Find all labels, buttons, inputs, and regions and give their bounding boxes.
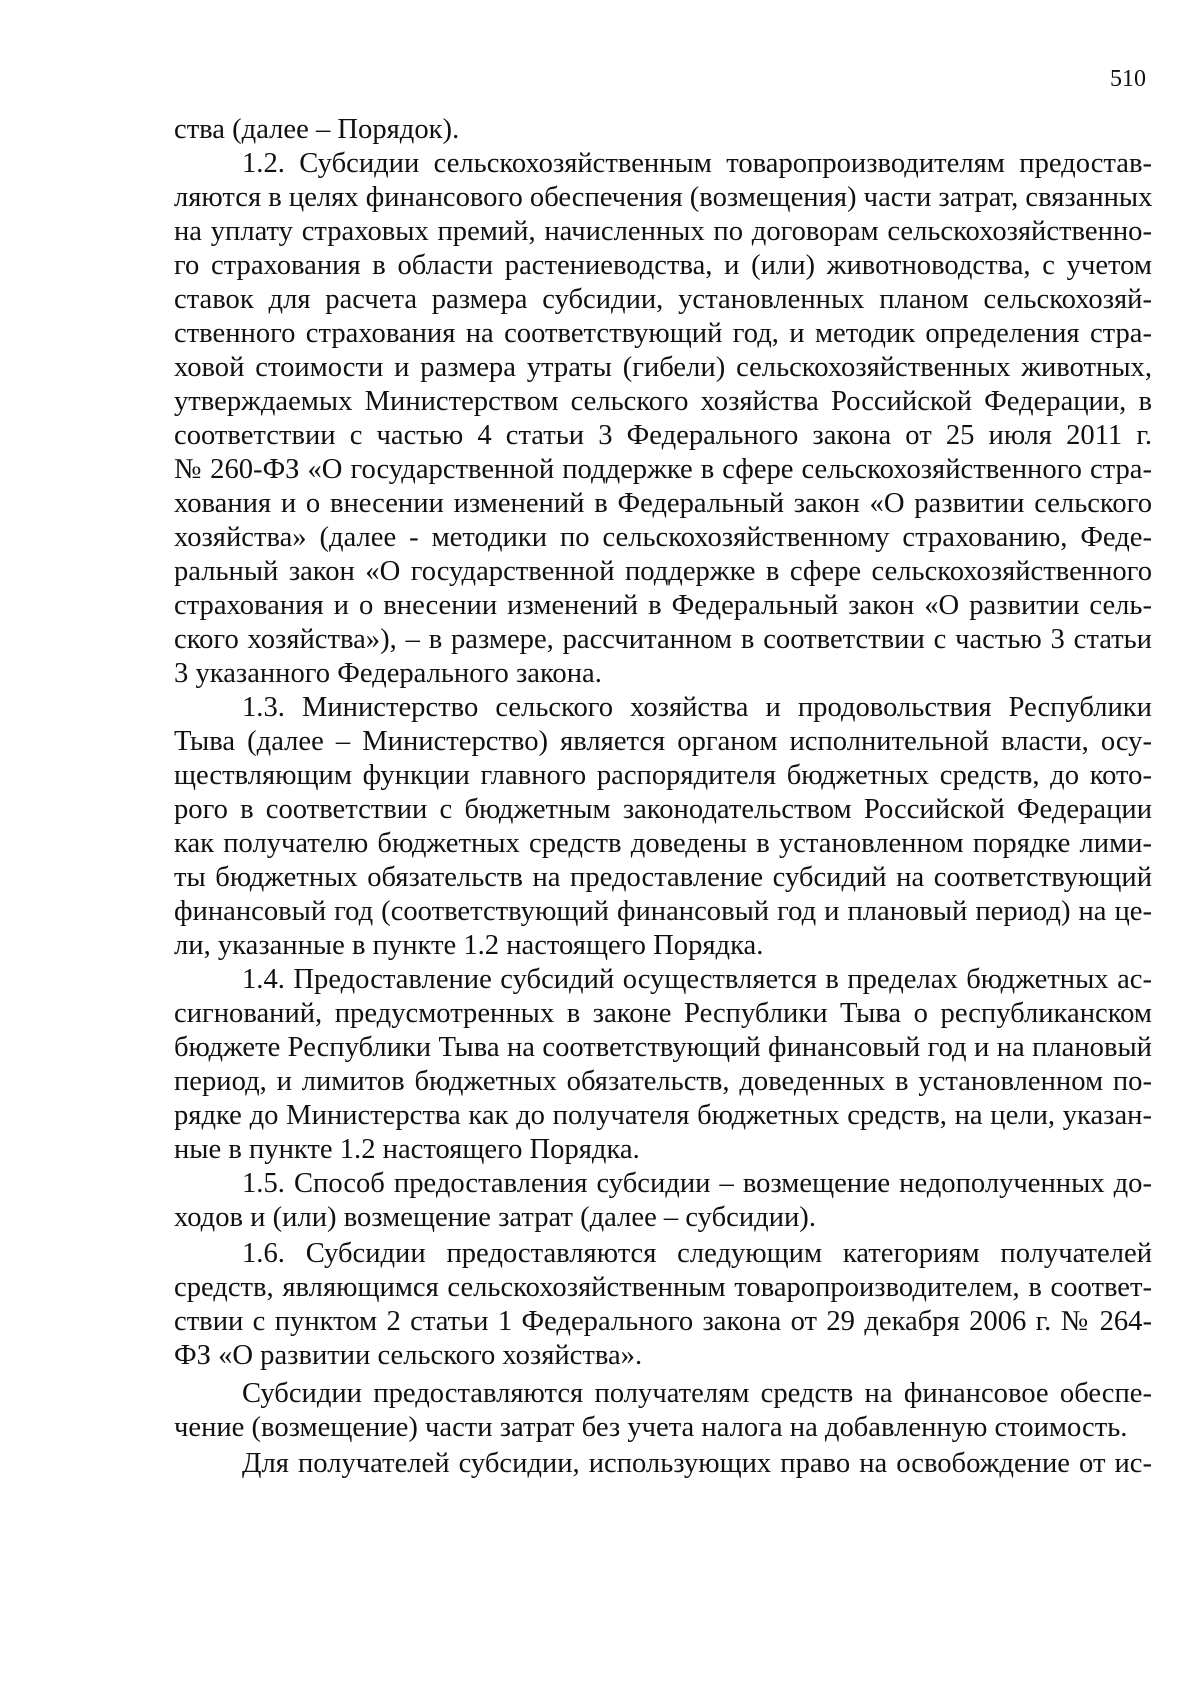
text-line: ФЗ «О развитии сельского хозяйства». (174, 1340, 643, 1371)
text-line: ходов и (или) возмещение затрат (далее – субсидии). (174, 1202, 816, 1233)
text-line: 1.4. Предоставление субсидий осуществляется в пределах бюджетных ас- (242, 964, 1152, 995)
text-line: период, и лимитов бюджетных обязательств, доведенных в установленном по- (174, 1066, 1152, 1097)
text-line: № 260-ФЗ «О государственной поддержке в сфере сельскохозяйственного стра- (174, 454, 1152, 485)
text-line: ществляющим функции главного распорядителя бюджетных средств, до кото- (174, 760, 1152, 791)
text-line: 1.3. Министерство сельского хозяйства и продовольствия Республики (242, 692, 1152, 723)
text-line: ственного страхования на соответствующий год, и методик определения стра- (174, 318, 1152, 349)
text-line: на уплату страховых премий, начисленных по договорам сельскохозяйственно- (174, 216, 1152, 247)
text-line: 1.2. Субсидии сельскохозяйственным товаропроизводителям предостав- (242, 148, 1152, 179)
text-line: Для получателей субсидии, использующих право на освобождение от ис- (242, 1448, 1152, 1479)
text-line: 1.5. Способ предоставления субсидии – возмещение недополученных до- (242, 1168, 1152, 1199)
text-line: ства (далее – Порядок). (174, 114, 460, 145)
text-line: страхования и о внесении изменений в Федеральный закон «О развитии сель- (174, 590, 1152, 621)
text-line: ные в пункте 1.2 настоящего Порядка. (174, 1134, 640, 1165)
text-line: утверждаемых Министерством сельского хозяйства Российской Федерации, в (174, 386, 1152, 417)
text-line: ставок для расчета размера субсидии, установленных планом сельскохозяй- (174, 284, 1152, 315)
text-line: рого в соответствии с бюджетным законодательством Российской Федерации (174, 794, 1152, 825)
text-line: 3 указанного Федерального закона. (174, 658, 602, 689)
text-line: ляются в целях финансового обеспечения (возмещения) части затрат, связанных (174, 182, 1153, 213)
text-line: хозяйства» (далее - методики по сельскохозяйственному страхованию, Феде- (174, 522, 1152, 553)
text-line: ральный закон «О государственной поддержке в сфере сельскохозяйственного (174, 556, 1152, 587)
page-number: 510 (1110, 66, 1146, 92)
text-line: хования и о внесении изменений в Федеральный закон «О развитии сельского (174, 488, 1152, 519)
text-line: бюджете Республики Тыва на соответствующий финансовый год и на плановый (174, 1032, 1152, 1063)
text-line: ли, указанные в пункте 1.2 настоящего Порядка. (174, 930, 764, 961)
text-line: финансовый год (соответствующий финансовый год и плановый период) на це- (174, 896, 1152, 927)
text-line: рядке до Министерства как до получателя бюджетных средств, на цели, указан- (174, 1100, 1152, 1131)
text-line: ствии с пунктом 2 статьи 1 Федерального закона от 29 декабря 2006 г. № 264- (174, 1306, 1152, 1337)
text-line: соответствии с частью 4 статьи 3 Федерального закона от 25 июля 2011 г. (174, 420, 1152, 451)
text-line: средств, являющимся сельскохозяйственным товаропроизводителем, в соответ- (174, 1272, 1152, 1303)
text-line: ты бюджетных обязательств на предоставление субсидий на соответствующий (174, 862, 1152, 893)
text-line: как получателю бюджетных средств доведены в установленном порядке лими- (174, 828, 1152, 859)
text-line: Субсидии предоставляются получателям средств на финансовое обеспе- (242, 1378, 1152, 1409)
text-line: сигнований, предусмотренных в законе Республики Тыва о республиканском (174, 998, 1152, 1029)
text-line: чение (возмещение) части затрат без учета налога на добавленную стоимость. (174, 1412, 1128, 1443)
text-line: 1.6. Субсидии предоставляются следующим категориям получателей (242, 1238, 1152, 1269)
text-line: ского хозяйства»), – в размере, рассчитанном в соответствии с частью 3 статьи (174, 624, 1152, 655)
text-line: Тыва (далее – Министерство) является органом исполнительной власти, осу- (174, 726, 1152, 757)
text-line: го страхования в области растениеводства, и (или) животноводства, с учетом (174, 250, 1152, 281)
text-line: ховой стоимости и размера утраты (гибели) сельскохозяйственных животных, (174, 352, 1152, 383)
